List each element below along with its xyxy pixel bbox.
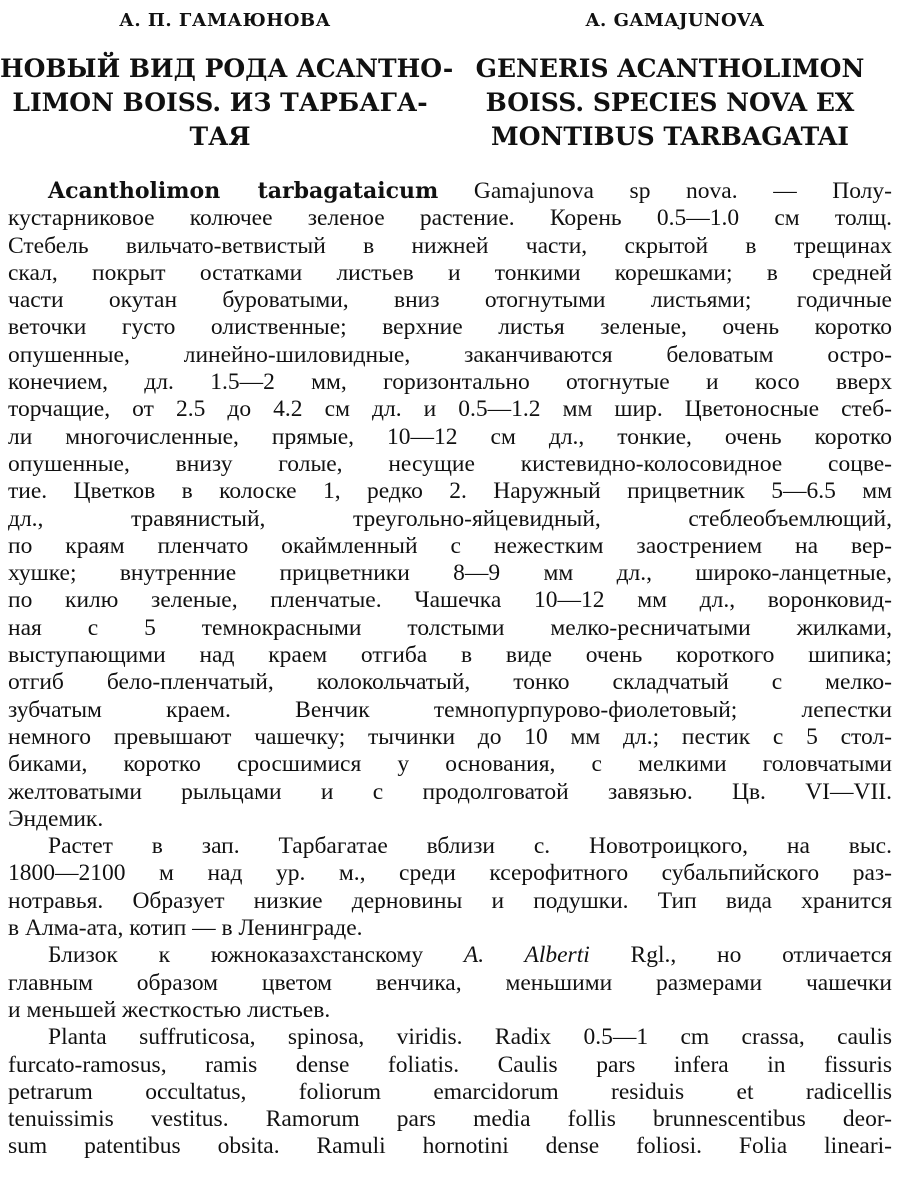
title-line: GENERIS ACANTHOLIMON [475, 54, 865, 83]
text-line: sum patentibus obsita. Ramuli hornotini dense foliosi. Folia lineari- [8, 1133, 892, 1160]
text-line: выступающими над краем отгиба в виде очень короткого шипика; [8, 642, 892, 669]
text-line: по килю зеленые, пленчатые. Чашечка 10—12 мм дл., воронковид- [8, 587, 892, 614]
text-line: ная с 5 темнокрасными толстыми мелко-ресничатыми жилками, [8, 614, 892, 641]
species-name: Acantholimon tarbagataicum [48, 178, 439, 204]
habitat-paragraph [8, 833, 892, 942]
author-row [0, 10, 900, 38]
text-line: скал, покрыт остатками листьев и тонкими корешками; в средней [8, 259, 892, 286]
text-line: и меньшей жесткостью листьев. [8, 996, 331, 1023]
latin-diagnosis-paragraph [8, 1024, 892, 1160]
text-line: в Алма-ата, котип — в Ленинграде. [8, 915, 363, 942]
text-line: главным образом цветом венчика, меньшими размерами чашечки [8, 969, 892, 996]
author-name-latin: A. GAMAJUNOVA [585, 10, 765, 31]
text-line: отгиб бело-пленчатый, колокольчатый, тонко складчатый с мелко- [8, 669, 892, 696]
text-line: опушенные, внизу голые, несущие кистевидно-колосовидное соцве- [8, 450, 892, 477]
text-line: petrarum occultatus, foliorum emarcidorum residuis et radicellis [8, 1078, 892, 1105]
species-name: A. Alberti [463, 942, 590, 969]
text-line: хушке; внутренние прицветники 8—9 мм дл., широко-ланцетные, [8, 560, 892, 587]
text-line: 1800—2100 м над ур. м., среди ксерофитного субальпийского раз- [8, 860, 892, 887]
text-line: furcato-ramosus, ramis dense foliatis. Caulis pars infera in fissuris [8, 1051, 892, 1078]
title-line: BOISS. SPECIES NOVA EX [485, 88, 855, 117]
text-line: биками, коротко сросшимися у основания, с мелкими головчатыми [8, 751, 892, 778]
text-line: опушенные, линейно-шиловидные, заканчиваются беловатым остро- [8, 341, 892, 368]
article-title-latin [450, 52, 890, 154]
text-line: конечием, дл. 1.5—2 мм, горизонтально отогнутые и косо вверх [8, 369, 892, 396]
text-line: по краям пленчато окаймленный с нежестким заострением на вер- [8, 532, 892, 559]
description-paragraph [8, 178, 892, 833]
text-line: Близок к южноказахстанскому A. Alberti Rgl., но отличается [48, 942, 892, 969]
text-line: Стебель вильчато-ветвистый в нижней части, скрытой в трещинах [8, 232, 892, 259]
text-line: желтоватыми рыльцами и с продолговатой завязью. Цв. VI—VII. [8, 778, 892, 805]
text-line: тие. Цветков в колоске 1, редко 2. Наружный прицветник 5—6.5 мм [8, 478, 892, 505]
text-line: Planta suffruticosa, spinosa, viridis. Radix 0.5—1 cm crassa, caulis [48, 1024, 892, 1051]
author-name-russian: А. П. ГАМАЮНОВА [119, 10, 331, 31]
text-line: части окутан буроватыми, вниз отогнутыми листьями; годичные [8, 287, 892, 314]
text-line: Acantholimon tarbagataicum Gamajunova sp nova. — Полу- [48, 178, 892, 204]
title-line: НОВЫЙ ВИД РОДА ACANTHO- [0, 54, 454, 83]
article-body [8, 178, 892, 1161]
title-line: ТАЯ [189, 122, 251, 151]
text-line: немного превышают чашечку; тычинки до 10 мм дл.; пестик с 5 стол- [8, 723, 892, 750]
text-line: tenuissimis vestitus. Ramorum pars media follis brunnescentibus deor- [8, 1106, 892, 1133]
title-line: LIMON BOISS. ИЗ ТАРБАГА- [12, 88, 428, 117]
text-line: торчащие, от 2.5 до 4.2 см дл. и 0.5—1.2 мм шир. Цветоносные стеб- [8, 396, 892, 423]
affinity-paragraph [8, 942, 892, 1024]
text-line: веточки густо олиственные; верхние листья зеленые, очень коротко [8, 314, 892, 341]
text-line: нотравья. Образует низкие дерновины и подушки. Тип вида хранится [8, 887, 892, 914]
article-title-russian [0, 52, 454, 154]
text-line: дл., травянистый, треугольно-яйцевидный, стеблеобъемлющий, [8, 505, 892, 532]
text-line: ли многочисленные, прямые, 10—12 см дл., тонкие, очень коротко [8, 423, 892, 450]
text-line: зубчатым краем. Венчик темнопурпурово-фиолетовый; лепестки [8, 696, 892, 723]
text-line: кустарниковое колючее зеленое растение. Корень 0.5—1.0 см толщ. [8, 205, 892, 232]
text-line: Эндемик. [8, 805, 104, 832]
text-line: Растет в зап. Тарбагатае вблизи с. Новотроицкого, на выс. [48, 833, 892, 860]
title-line: MONTIBUS TARBAGATAI [491, 122, 849, 151]
